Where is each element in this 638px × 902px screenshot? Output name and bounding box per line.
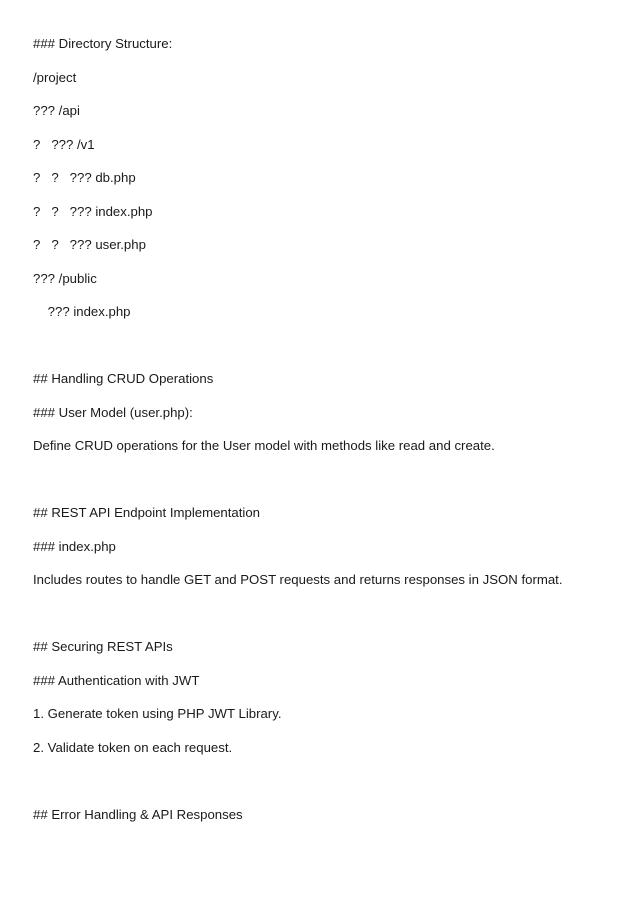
heading-directory-structure: ### Directory Structure: <box>33 36 173 51</box>
paragraph-routes-description: Includes routes to handle GET and POST requests and returns responses in JSON format. <box>33 572 563 587</box>
tree-line-user-php: ? ? ??? user.php <box>33 237 146 252</box>
blank-line <box>33 337 618 371</box>
blank-line <box>33 772 618 806</box>
tree-line-db-php: ? ? ??? db.php <box>33 170 136 185</box>
paragraph-crud-description: Define CRUD operations for the User model with methods like read and create. <box>33 438 495 453</box>
heading-rest-api-endpoint: ## REST API Endpoint Implementation <box>33 505 261 520</box>
tree-line-project: /project <box>33 69 77 85</box>
heading-authentication-jwt: ### Authentication with JWT <box>33 672 200 688</box>
tree-line-v1: ? ??? /v1 <box>33 136 95 152</box>
tree-line-public: ??? /public <box>33 270 97 286</box>
list-item-generate-token: 1. Generate token using PHP JWT Library. <box>33 706 282 721</box>
tree-line-api: ??? /api <box>33 103 80 118</box>
document-page <box>33 35 618 839</box>
heading-user-model: ### User Model (user.php): <box>33 404 193 420</box>
heading-index-php: ### index.php <box>33 538 116 554</box>
blank-line <box>33 471 618 505</box>
heading-handling-crud: ## Handling CRUD Operations <box>33 371 214 386</box>
tree-line-public-index-php: ??? index.php <box>33 304 131 319</box>
heading-securing-rest-apis: ## Securing REST APIs <box>33 639 173 654</box>
tree-line-index-php: ? ? ??? index.php <box>33 203 153 219</box>
heading-error-handling: ## Error Handling & API Responses <box>33 806 243 822</box>
list-item-validate-token: 2. Validate token on each request. <box>33 739 233 755</box>
blank-line <box>33 605 618 639</box>
